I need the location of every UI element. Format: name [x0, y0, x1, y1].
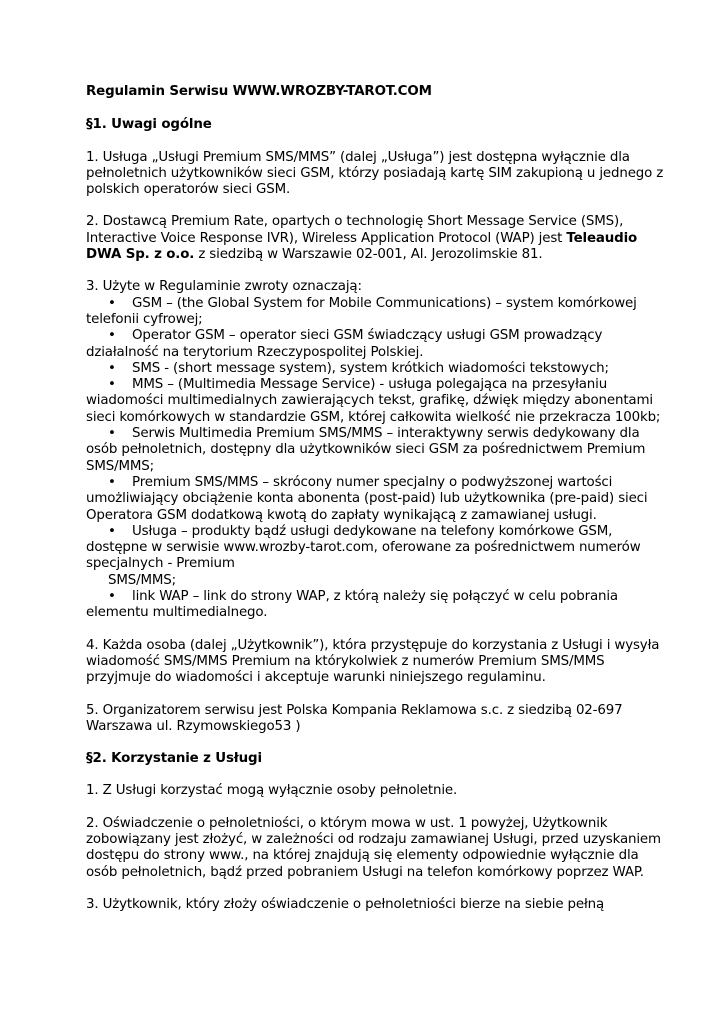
section-2-heading: §2. Korzystanie z Usługi	[86, 751, 262, 767]
definitions-intro: 3. Użyte w Regulaminie zwroty oznaczają:	[86, 279, 362, 295]
definition-item-premium-sms-mms	[86, 475, 672, 524]
document-page	[86, 84, 672, 929]
definition-text: Operator GSM – operator sieci GSM świadczący usługi GSM prowadzący działalność na terytorium Rzeczypospolitej Polskiej.	[86, 328, 603, 360]
bullet-icon: •	[108, 328, 116, 344]
paragraph-2-text-start: 2. Dostawcą Premium Rate, opartych o technologię Short Message Service (SMS), Interactive Voice Response IVR), Wireless Application Protocol (WAP) jest	[86, 214, 624, 246]
definition-text: Serwis Multimedia Premium SMS/MMS – interaktywny serwis dedykowany dla osób pełnoletnich, dostępny dla użytkowników sieci GSM za pośrednictwem Premium SMS/MMS;	[86, 426, 646, 474]
section-2-paragraph-1: 1. Z Usługi korzystać mogą wyłącznie osoby pełnoletnie.	[86, 783, 458, 799]
paragraph-2-text-end: z siedzibą w Warszawie 02-001, Al. Jerozolimskie 81.	[194, 247, 543, 263]
bullet-icon: •	[108, 589, 116, 605]
section-1-paragraph-5: 5. Organizatorem serwisu jest Polska Kompania Reklamowa s.c. z siedzibą 02-697 Warszawa ul. Rzymowskiego53 )	[86, 702, 623, 734]
section-1-paragraph-4: 4. Każda osoba (dalej „Użytkownik”), która przystępuje do korzystania z Usługi i wysyła wiadomość SMS/MMS Premium na którykolwiek z numerów Premium SMS/MMS przyjmuje do wiadomości i akceptuje warunki niniejszego regulaminu.	[86, 637, 660, 686]
provider-company-name: Teleaudio DWA Sp. z o.o.	[86, 230, 638, 263]
definition-item-gsm	[86, 296, 672, 329]
definition-item-sms	[86, 361, 672, 377]
definition-text: MMS – (Multimedia Message Service) - usługa polegająca na przesyłaniu wiadomości multimedialnych zawierających tekst, grafikę, dźwięk między abonentami sieci komórkowych w standardzie GSM, której całkowita wielkość nie przekracza 100kb;	[86, 377, 661, 425]
definition-item-operator-gsm	[86, 328, 672, 361]
bullet-icon: •	[108, 523, 116, 539]
bullet-icon: •	[108, 426, 116, 442]
section-1-paragraph-1: 1. Usługa „Usługi Premium SMS/MMS” (dalej „Usługa”) jest dostępna wyłącznie dla pełnoletnich użytkowników sieci GSM, którzy posiadają kartę SIM zakupioną u jednego z polskich operatorów sieci GSM.	[86, 149, 664, 198]
definition-text: GSM – (the Global System for Mobile Communications) – system komórkowej telefonii cyfrowej;	[86, 295, 637, 327]
definition-text: Premium SMS/MMS – skrócony numer specjalny o podwyższonej wartości umożliwiający obciążenie konta abonenta (post-paid) lub użytkownika (pre-paid) sieci Operatora GSM dodatkową kwotą do zapłaty wynikającą z zamawianej usługi.	[86, 474, 648, 523]
bullet-icon: •	[108, 360, 116, 376]
document-title: Regulamin Serwisu WWW.WROZBY-TAROT.COM	[86, 84, 432, 99]
definition-usluga-tail: SMS/MMS;	[108, 572, 176, 588]
definition-item-usluga	[86, 524, 672, 589]
bullet-icon: •	[108, 295, 116, 311]
section-1-paragraph-2	[86, 214, 672, 263]
definition-text: Usługa – produkty bądź usługi dedykowane na telefony komórkowe GSM, dostępne w serwisie www.wrozby-tarot.com, oferowane za pośrednictwem numerów specjalnych - Premium	[86, 523, 641, 572]
bullet-icon: •	[108, 377, 116, 393]
definition-text: link WAP – link do strony WAP, z którą należy się połączyć w celu pobrania elementu multimedialnego.	[86, 589, 618, 621]
bullet-icon: •	[108, 474, 116, 490]
definition-item-serwis-multimedia	[86, 426, 672, 475]
section-2-paragraph-3: 3. Użytkownik, który złoży oświadczenie o pełnoletniości bierze na siebie pełną	[86, 896, 605, 912]
definition-text: SMS - (short message system), system krótkich wiadomości tekstowych;	[132, 360, 609, 376]
section-1-heading: §1. Uwagi ogólne	[86, 117, 212, 133]
section-2-paragraph-2: 2. Oświadczenie o pełnoletniości, o którym mowa w ust. 1 powyżej, Użytkownik zobowiązany jest złożyć, w zależności od rodzaju zamawianej Usługi, przed uzyskaniem dostępu do strony www., na której znajdują się elementy odpowiednie wyłącznie dla osób pełnoletnich, bądź przed pobraniem Usługi na telefon komórkowy poprzez WAP.	[86, 815, 661, 880]
definition-item-mms	[86, 377, 672, 426]
definition-item-link-wap	[86, 589, 672, 622]
